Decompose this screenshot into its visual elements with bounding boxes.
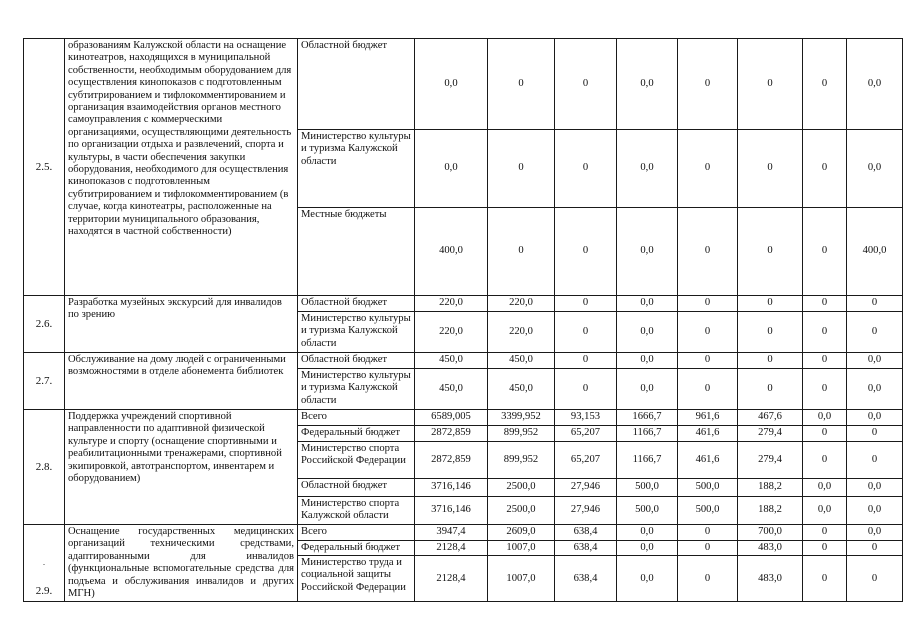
value-cell: 0 [738, 130, 803, 208]
value-cell: 1007,0 [488, 540, 555, 556]
value-cell: 0,0 [803, 497, 847, 525]
value-cell: 0 [803, 442, 847, 479]
value-cell: 0 [555, 369, 617, 410]
value-cell: 3947,4 [415, 525, 488, 541]
value-cell: 0 [738, 296, 803, 312]
funding-source: Всего [298, 525, 415, 541]
value-cell: 0,0 [847, 479, 903, 497]
value-cell: 2872,859 [415, 442, 488, 479]
value-cell: 0 [555, 208, 617, 296]
value-cell: 0,0 [617, 540, 678, 556]
value-cell: 0 [555, 296, 617, 312]
value-cell: 1007,0 [488, 556, 555, 602]
value-cell: 899,952 [488, 442, 555, 479]
row-index: 2.9. [35, 585, 53, 598]
value-cell: 450,0 [488, 353, 555, 369]
value-cell: 483,0 [738, 540, 803, 556]
value-cell: 0,0 [847, 369, 903, 410]
value-cell: 0 [555, 39, 617, 130]
value-cell: 220,0 [415, 296, 488, 312]
value-cell: 0 [803, 130, 847, 208]
value-cell: 0 [678, 130, 738, 208]
value-cell: 0,0 [847, 130, 903, 208]
value-cell: 0,0 [617, 353, 678, 369]
value-cell: 3399,952 [488, 410, 555, 426]
value-cell: 500,0 [617, 479, 678, 497]
description-line: организаций техническими средствами, [68, 538, 294, 550]
funding-source: Всего [298, 410, 415, 426]
value-cell: 0 [488, 39, 555, 130]
value-cell: 0 [678, 540, 738, 556]
value-cell: 0,0 [847, 410, 903, 426]
row-description: Обслуживание на дому людей с ограниченными возможностями в отделе абонемента библиотек [65, 353, 298, 410]
value-cell: 0 [847, 312, 903, 353]
value-cell: 2128,4 [415, 540, 488, 556]
value-cell: 0 [803, 353, 847, 369]
value-cell: 1166,7 [617, 426, 678, 442]
funding-source: Областной бюджет [298, 479, 415, 497]
value-cell: 500,0 [617, 497, 678, 525]
value-cell: 638,4 [555, 525, 617, 541]
table-row [24, 353, 903, 369]
value-cell: 0,0 [847, 497, 903, 525]
value-cell: 0 [847, 296, 903, 312]
value-cell: 0,0 [803, 410, 847, 426]
description-line: МГН) [68, 588, 95, 600]
value-cell: 0 [678, 525, 738, 541]
value-cell: 0 [678, 208, 738, 296]
row-description: Разработка музейных экскурсий для инвалидов по зрению [65, 296, 298, 353]
value-cell: 0 [488, 208, 555, 296]
value-cell: 65,207 [555, 442, 617, 479]
value-cell: 2609,0 [488, 525, 555, 541]
value-cell: 638,4 [555, 556, 617, 602]
value-cell: 0,0 [617, 130, 678, 208]
value-cell: 0 [847, 442, 903, 479]
value-cell: 0 [555, 130, 617, 208]
funding-source: Областной бюджет [298, 353, 415, 369]
table-row [24, 296, 903, 312]
value-cell: 1666,7 [617, 410, 678, 426]
value-cell: 0,0 [847, 525, 903, 541]
value-cell: 2500,0 [488, 479, 555, 497]
value-cell: 0 [738, 369, 803, 410]
budget-table [23, 38, 903, 602]
value-cell: 0 [555, 353, 617, 369]
row-index-mark: . [43, 557, 45, 567]
value-cell: 27,946 [555, 497, 617, 525]
value-cell: 0,0 [617, 525, 678, 541]
value-cell: 0,0 [415, 39, 488, 130]
value-cell: 0 [847, 426, 903, 442]
funding-source: Министерство культуры и туризма Калужской области [298, 369, 415, 410]
row-description [65, 525, 298, 602]
value-cell: 500,0 [678, 497, 738, 525]
value-cell: 461,6 [678, 426, 738, 442]
value-cell: 188,2 [738, 497, 803, 525]
value-cell: 0,0 [617, 39, 678, 130]
value-cell: 0,0 [617, 208, 678, 296]
value-cell: 0 [803, 540, 847, 556]
value-cell: 0 [678, 556, 738, 602]
funding-source: Министерство спорта Калужской области [298, 497, 415, 525]
row-index: 2.5. [24, 39, 65, 296]
description-line: (функциональные вспомогательные средства для [68, 563, 294, 575]
value-cell: 0 [738, 39, 803, 130]
value-cell: 899,952 [488, 426, 555, 442]
value-cell: 0,0 [617, 312, 678, 353]
value-cell: 1166,7 [617, 442, 678, 479]
value-cell: 400,0 [847, 208, 903, 296]
value-cell: 0 [847, 540, 903, 556]
value-cell: 2872,859 [415, 426, 488, 442]
funding-source: Министерство спорта Российской Федерации [298, 442, 415, 479]
row-index: 2.8. [24, 410, 65, 525]
row-description: Поддержка учреждений спортивной направленности по адаптивной физической культуре и спорту (оснащение спортивными и реабилитационными тренажерами, спортивной экипировкой, автотранспортом, инвентарем и оборудованием) [65, 410, 298, 525]
value-cell: 0 [803, 312, 847, 353]
value-cell: 500,0 [678, 479, 738, 497]
description-line: адаптированными для инвалидов [68, 550, 294, 562]
value-cell: 400,0 [415, 208, 488, 296]
value-cell: 0 [678, 369, 738, 410]
value-cell: 0,0 [847, 39, 903, 130]
value-cell: 483,0 [738, 556, 803, 602]
value-cell: 2500,0 [488, 497, 555, 525]
value-cell: 0 [803, 525, 847, 541]
value-cell: 700,0 [738, 525, 803, 541]
value-cell: 0 [738, 353, 803, 369]
value-cell: 461,6 [678, 442, 738, 479]
description-line: подъема и обслуживания инвалидов и других [68, 575, 294, 587]
funding-source: Министерство культуры и туризма Калужской области [298, 312, 415, 353]
funding-source: Министерство труда и социальной защиты Российской Федерации [298, 556, 415, 602]
table-row [24, 525, 903, 541]
value-cell: 638,4 [555, 540, 617, 556]
table-row [24, 39, 903, 130]
table-body [24, 39, 903, 602]
value-cell: 2128,4 [415, 556, 488, 602]
value-cell: 0 [738, 312, 803, 353]
table-row [24, 410, 903, 426]
description-line: Оснащение государственных медицинских [68, 526, 294, 537]
value-cell: 0,0 [803, 479, 847, 497]
value-cell: 0 [803, 556, 847, 602]
value-cell: 279,4 [738, 426, 803, 442]
funding-source: Местные бюджеты [298, 208, 415, 296]
value-cell: 0 [678, 312, 738, 353]
value-cell: 279,4 [738, 442, 803, 479]
value-cell: 0 [678, 353, 738, 369]
value-cell: 220,0 [415, 312, 488, 353]
value-cell: 6589,005 [415, 410, 488, 426]
funding-source: Областной бюджет [298, 39, 415, 130]
value-cell: 0 [488, 130, 555, 208]
funding-source: Областной бюджет [298, 296, 415, 312]
funding-source: Федеральный бюджет [298, 426, 415, 442]
value-cell: 0,0 [617, 369, 678, 410]
value-cell: 450,0 [488, 369, 555, 410]
value-cell: 0,0 [617, 296, 678, 312]
row-index: 2.7. [24, 353, 65, 410]
value-cell: 961,6 [678, 410, 738, 426]
value-cell: 3716,146 [415, 497, 488, 525]
value-cell: 0 [803, 426, 847, 442]
funding-source: Министерство культуры и туризма Калужской области [298, 130, 415, 208]
value-cell: 0 [803, 208, 847, 296]
value-cell: 0,0 [847, 353, 903, 369]
value-cell: 450,0 [415, 353, 488, 369]
row-description: образованиям Калужской области на оснащение кинотеатров, находящихся в муниципальной собственности, необходимым оборудованием для осуществления кинопоказов с подготовленным субтитрированием и тифлокомментированием и организация взаимодействия органов местного самоуправления с коммерческими организациями, осуществляющими деятельность по организации отдыха и развлечений, спорта и культуры, в части обеспечения закупки оборудования, необходимого для осуществления кинопоказов с подготовленным субтитрированием и тифлокомментированием (в случае, когда кинотеатры, расположенные на территории муниципального образования, находятся в частной собственности) [65, 39, 298, 296]
value-cell: 0 [555, 312, 617, 353]
value-cell: 0 [803, 296, 847, 312]
value-cell: 0,0 [415, 130, 488, 208]
row-index: 2.6. [24, 296, 65, 353]
value-cell: 0 [738, 208, 803, 296]
value-cell: 220,0 [488, 312, 555, 353]
value-cell: 467,6 [738, 410, 803, 426]
value-cell: 0 [678, 296, 738, 312]
value-cell: 0 [847, 556, 903, 602]
value-cell: 3716,146 [415, 479, 488, 497]
value-cell: 220,0 [488, 296, 555, 312]
value-cell: 450,0 [415, 369, 488, 410]
value-cell: 27,946 [555, 479, 617, 497]
value-cell: 0,0 [617, 556, 678, 602]
value-cell: 0 [803, 369, 847, 410]
row-index-cell [24, 525, 65, 602]
value-cell: 65,207 [555, 426, 617, 442]
funding-source: Федеральный бюджет [298, 540, 415, 556]
value-cell: 93,153 [555, 410, 617, 426]
value-cell: 188,2 [738, 479, 803, 497]
value-cell: 0 [678, 39, 738, 130]
value-cell: 0 [803, 39, 847, 130]
